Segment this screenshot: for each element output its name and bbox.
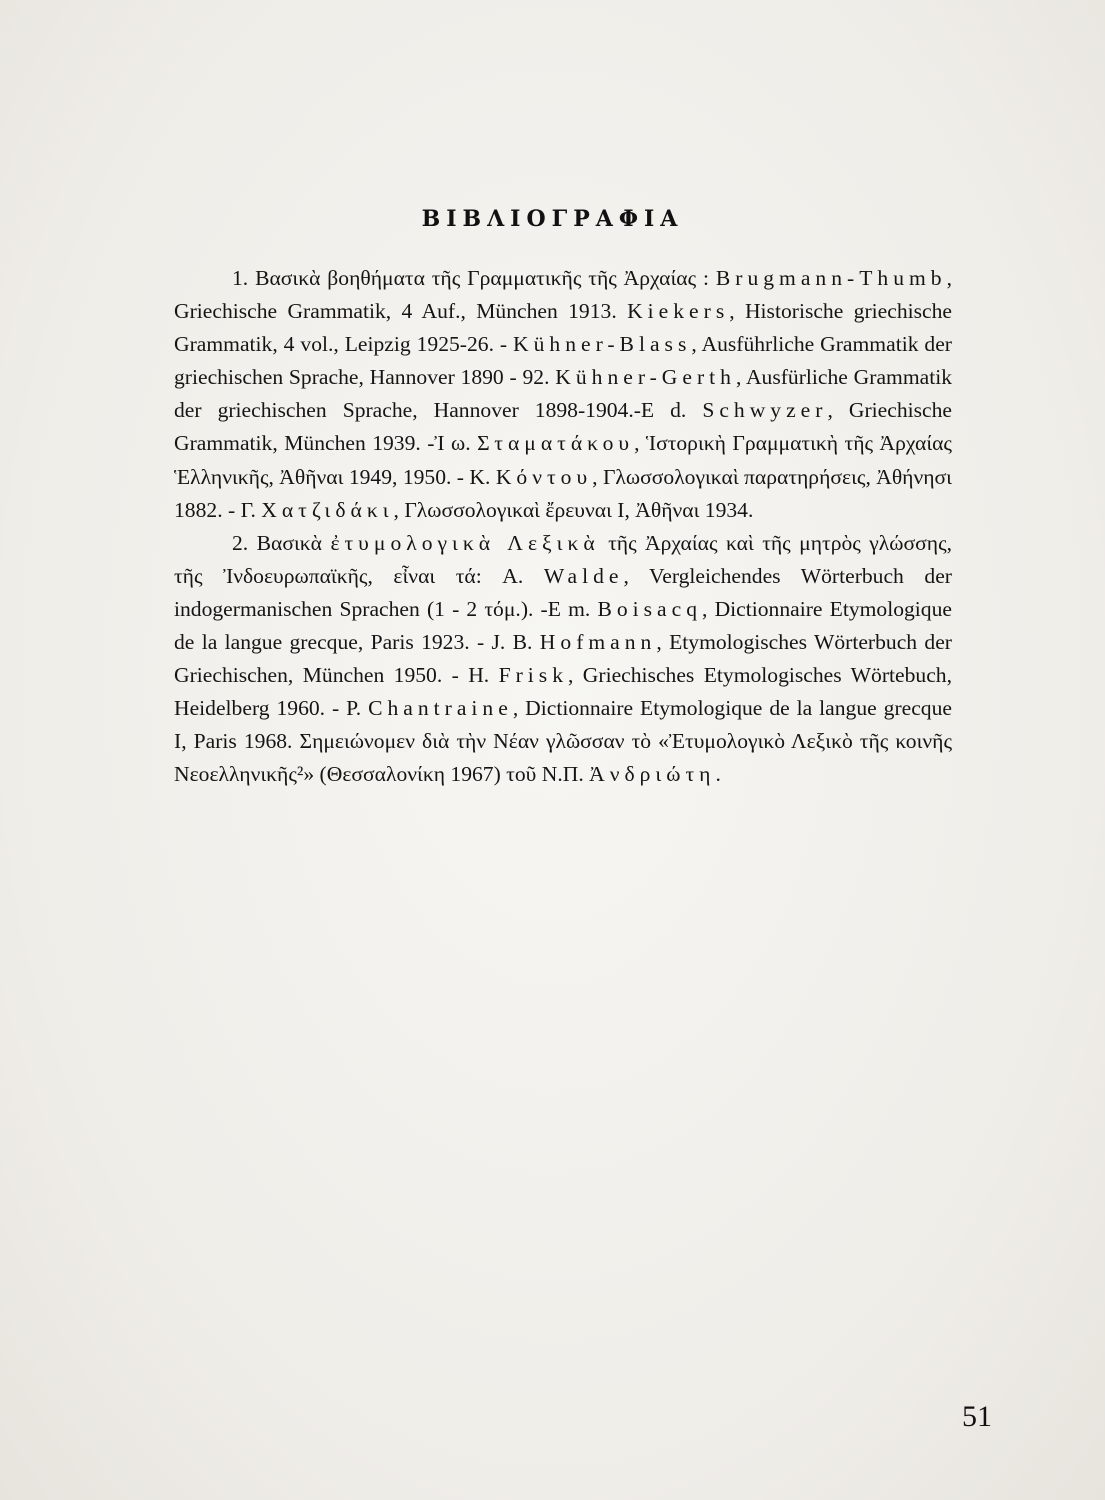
- segment: , Ἱστορικὴ Γραμματικὴ τῆς Ἀρχαίας Ἑλληνικῆς, Ἀθῆναι 1949, 1950. - Κ.: [174, 431, 952, 489]
- segment: , Historische griechische Grammatik, 4 vol., Leipzig 1925-26. -: [174, 299, 952, 357]
- segment: , Dictionnaire Etymologique de la langue grecque, Paris 1923. - J. B.: [174, 596, 952, 655]
- author-name: Schwyzer: [702, 398, 828, 423]
- author-name: Κόντου: [495, 464, 593, 489]
- segment: , Griechische Grammatik, München 1939. -Ἰ ω.: [174, 398, 952, 456]
- page-number: 51: [962, 1400, 992, 1433]
- segment: , Griechische Grammatik, 4 Auf., München 1913.: [174, 266, 952, 324]
- author-name: Boisacq: [597, 596, 703, 621]
- author-name: Kühner-Gerth: [555, 365, 736, 390]
- author-name: Kühner-Blass: [513, 332, 692, 357]
- segment: , Γλωσσολογικαὶ ἔρευναι Ι, Ἀθῆναι 1934.: [393, 497, 754, 522]
- author-name: Hofmann: [539, 630, 657, 655]
- segment: , Dictionnaire Etymologique de la langue grecque I, Paris 1968. Σημειώνομεν διὰ τὴν Νέαν γλῶσσαν τὸ «Ἐτυμολογικὸ Λεξικὸ τῆς κοινῆς Νεοελληνικῆς²» (Θεσσαλονίκη 1967) τοῦ Ν.Π.: [174, 696, 952, 787]
- bibliography-paragraph-2: [174, 527, 952, 792]
- segment: , Griechisches Etymologisches Wörtebuch, Heidelberg 1960. - P.: [174, 663, 952, 721]
- author-name: Ἀνδριώτη: [589, 762, 716, 787]
- author-name: Kiekers: [627, 299, 730, 324]
- author-name: Chantraine: [368, 696, 513, 721]
- segment: τῆς Ἀρχαίας καὶ τῆς μητρὸς γλώσσης, τῆς Ἰνδοευρωπαϊκῆς, εἶναι τά: A.: [174, 530, 953, 588]
- segment: , Γλωσσολογικαὶ παρατηρήσεις, Ἀθήνησι 1882. - Γ.: [174, 464, 952, 522]
- bibliography-body: [174, 262, 952, 792]
- segment: , Vergleichendes Wörterbuch der indogermanischen Sprachen (1 - 2 τόμ.). -E m.: [174, 563, 952, 621]
- segment: , Ausführliche Grammatik der griechischen Sprache, Hannover 1890 - 92.: [174, 332, 952, 390]
- segment: , Ausfürliche Grammatik der griechischen Sprache, Hannover 1898-1904.-E d.: [174, 365, 952, 423]
- page-heading: ΒΙΒΛΙΟΓΡΑΦΙΑ: [421, 206, 684, 232]
- author-name: Χατζιδάκι: [261, 497, 394, 522]
- segment: , Etymologisches Wörterbuch der Griechischen, München 1950. - H.: [174, 630, 952, 688]
- author-name: Σταματάκου: [477, 431, 635, 456]
- bibliography-paragraph-1: [174, 262, 952, 527]
- author-name: Frisk: [498, 663, 569, 688]
- author-name: Brugmann-Thumb: [715, 266, 947, 290]
- segment: 1. Βασικὰ βοηθήματα τῆς Γραμματικῆς τῆς Ἀρχαίας :: [232, 266, 716, 290]
- segment: 2. Βασικὰ: [232, 530, 331, 555]
- author-name: Walde: [543, 563, 624, 588]
- segment: .: [715, 762, 721, 787]
- spaced-term: ἐτυμολογικὰ Λεξικὰ: [330, 530, 600, 555]
